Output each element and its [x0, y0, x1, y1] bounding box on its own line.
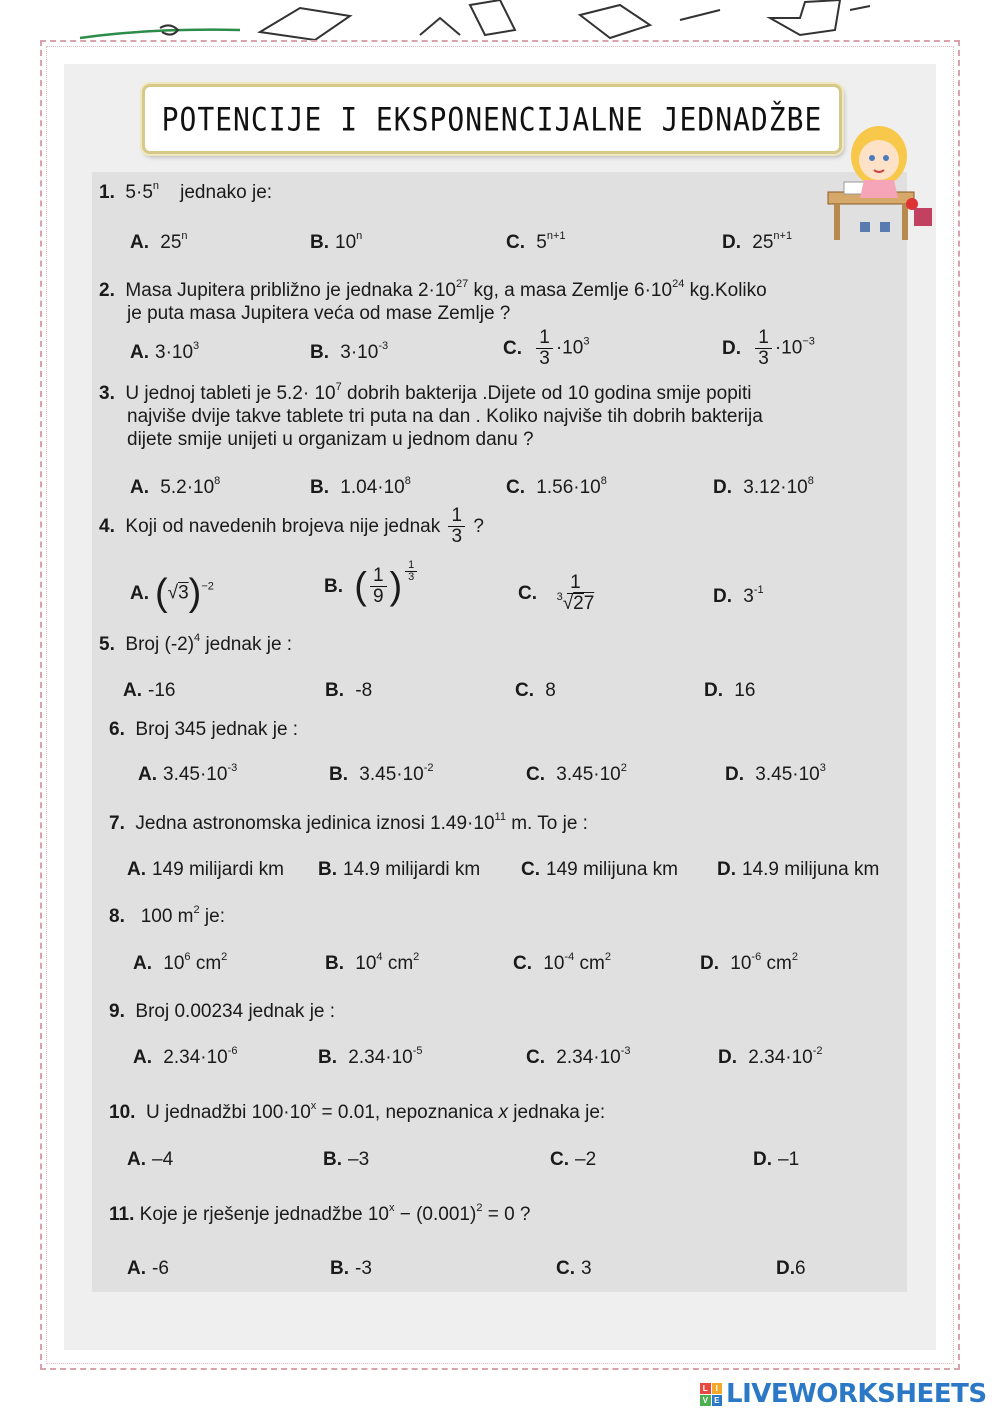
question-7: 7. Jedna astronomska jedinica iznosi $1.49\cdot 10^{11}$ m. To je :	[109, 811, 588, 834]
option-d[interactable]: D. $10^{-6}$ $cm^2$	[700, 951, 798, 974]
page-title: POTENCIJE I EKSPONENCIJALNE JEDNADŽBE	[161, 100, 823, 138]
option-c[interactable]: C. $\frac{1}{3}$ $\cdot 10^3$	[503, 327, 590, 369]
question-9: 9. Broj 0.00234 jednak je :	[109, 1001, 336, 1022]
option-d[interactable]: D.6	[776, 1258, 806, 1279]
question-1	[99, 181, 272, 204]
option-a[interactable]: A. 25$^n$	[130, 230, 188, 253]
question-5: 5. Broj $(-2)^4$ jednak je :	[99, 632, 293, 655]
title-box	[142, 84, 842, 154]
question-3: 3. U jednoj tableti je $5.2\cdot 10^7$ dobrih bakterija .Dijete od 10 godina smije popiti najviše dvije takve tablete tri puta na dan . Koliko najviše tih dobrih bakterija dijete smije unijeti u organizam u jednom danu ?	[99, 381, 763, 450]
option-b[interactable]: B. $3.45\cdot 10^{-2}$	[329, 762, 434, 785]
option-d[interactable]: D. 16	[704, 680, 756, 701]
option-b[interactable]: B. -3	[330, 1258, 372, 1279]
option-d[interactable]: D. $3^{-1}$	[713, 584, 764, 607]
question-11: 11. Koje je rješenje jednadžbe $10^x - (0.001)^2 = 0$ ?	[109, 1202, 531, 1225]
option-a[interactable]: A. $5.2\cdot 10^8$	[130, 475, 221, 498]
option-c[interactable]: C. $10^{-4}$ $cm^2$	[513, 951, 611, 974]
option-d[interactable]: D. $3.45\cdot 10^3$	[725, 762, 826, 785]
option-c[interactable]: C. 149 milijuna km	[521, 859, 678, 880]
logo-text: LIVEWORKSHEETS	[726, 1379, 987, 1409]
option-b[interactable]: B. ( $\frac{1}{9}$ ) $\frac{1}{3}$	[324, 560, 420, 608]
option-b[interactable]: B. $3\cdot 10^{-3}$	[310, 340, 389, 363]
option-b[interactable]: B. 10$^n$	[310, 230, 363, 253]
question-8: 8. 100 $m^2$ je:	[109, 904, 225, 927]
option-a[interactable]: A. -16	[123, 680, 176, 701]
fraction: $\frac{1}{3}$	[536, 328, 553, 369]
option-c[interactable]: C. $1.56\cdot 10^8$	[506, 475, 607, 498]
option-d[interactable]: D. $25^{n+1}$	[722, 230, 793, 253]
logo-badge-icon: L I V E	[700, 1383, 722, 1405]
option-b[interactable]: B. 14.9 milijardi km	[318, 859, 481, 880]
option-a[interactable]: A. -6	[127, 1258, 169, 1279]
fraction-exponent: $\frac{1}{3}$	[405, 560, 417, 583]
option-a[interactable]: A. –4	[127, 1149, 174, 1170]
option-d[interactable]: D. $2.34\cdot 10^{-2}$	[718, 1045, 823, 1068]
option-a[interactable]: A. $(√3)^{-2}$	[130, 572, 214, 614]
option-a[interactable]: A. 149 milijardi km	[127, 859, 284, 880]
fraction: $\frac{1}{3}$	[448, 506, 465, 547]
option-b[interactable]: B. $10^4$ $cm^2$	[325, 951, 420, 974]
option-c[interactable]: C. $5^{n+1}$	[506, 230, 566, 253]
option-d[interactable]: D. –1	[753, 1149, 800, 1170]
option-b[interactable]: B. $1.04\cdot 10^8$	[310, 475, 411, 498]
fraction: $\frac{1}{^3√27}$	[556, 572, 595, 614]
option-c[interactable]: C. 8	[515, 680, 556, 701]
option-c[interactable]: C. –2	[550, 1149, 597, 1170]
option-a[interactable]: A. $3.45\cdot 10^{-3}$	[138, 762, 238, 785]
option-c[interactable]: C. $3.45\cdot 10^2$	[526, 762, 627, 785]
question-text: jednako je:	[180, 182, 273, 203]
exponent: n	[152, 180, 160, 192]
question-10: 10. U jednadžbi $100\cdot 10^x = 0.01$, nepoznanica x jednaka je:	[109, 1100, 606, 1123]
question-6: 6. Broj 345 jednak je :	[109, 719, 299, 740]
option-b[interactable]: B. -8	[325, 680, 373, 701]
option-d[interactable]: D. 14.9 milijuna km	[717, 859, 880, 880]
option-d[interactable]: D. $\frac{1}{3}$ $\cdot 10^{-3}$	[722, 327, 815, 369]
option-c[interactable]: C. $\frac{1}{^3√27}$	[518, 572, 595, 614]
question-4: 4. Koji od navedenih brojeva nije jednak $\frac{1}{3}$ ?	[99, 505, 484, 548]
girl-at-desk-illustration	[824, 118, 936, 248]
option-b[interactable]: B. $2.34\cdot 10^{-5}$	[318, 1045, 423, 1068]
option-a[interactable]: A. $3\cdot 10^3$	[130, 340, 200, 363]
option-a[interactable]: A. $10^6$ $cm^2$	[133, 951, 228, 974]
option-b[interactable]: B. –3	[323, 1149, 370, 1170]
fraction: $\frac{1}{3}$	[755, 328, 772, 369]
fraction: $\frac{1}{9}$	[370, 566, 387, 607]
question-2: 2. Masa Jupitera približno je jednaka $2\cdot 10^{27}$ kg, a masa Zemlje $6\cdot 10^{24}$ kg.Koliko je puta masa Jupitera veća od mase Zemlje ?	[99, 278, 767, 324]
question-number: 1.	[99, 182, 115, 203]
option-a[interactable]: A. $2.34\cdot 10^{-6}$	[133, 1045, 238, 1068]
option-c[interactable]: C. $2.34\cdot 10^{-3}$	[526, 1045, 631, 1068]
top-doodles	[0, 0, 1000, 45]
expression: 5·5	[125, 182, 153, 203]
option-d[interactable]: D. $3.12\cdot 10^8$	[713, 475, 814, 498]
liveworksheets-logo[interactable]	[700, 1378, 987, 1410]
option-c[interactable]: C. 3	[556, 1258, 592, 1279]
